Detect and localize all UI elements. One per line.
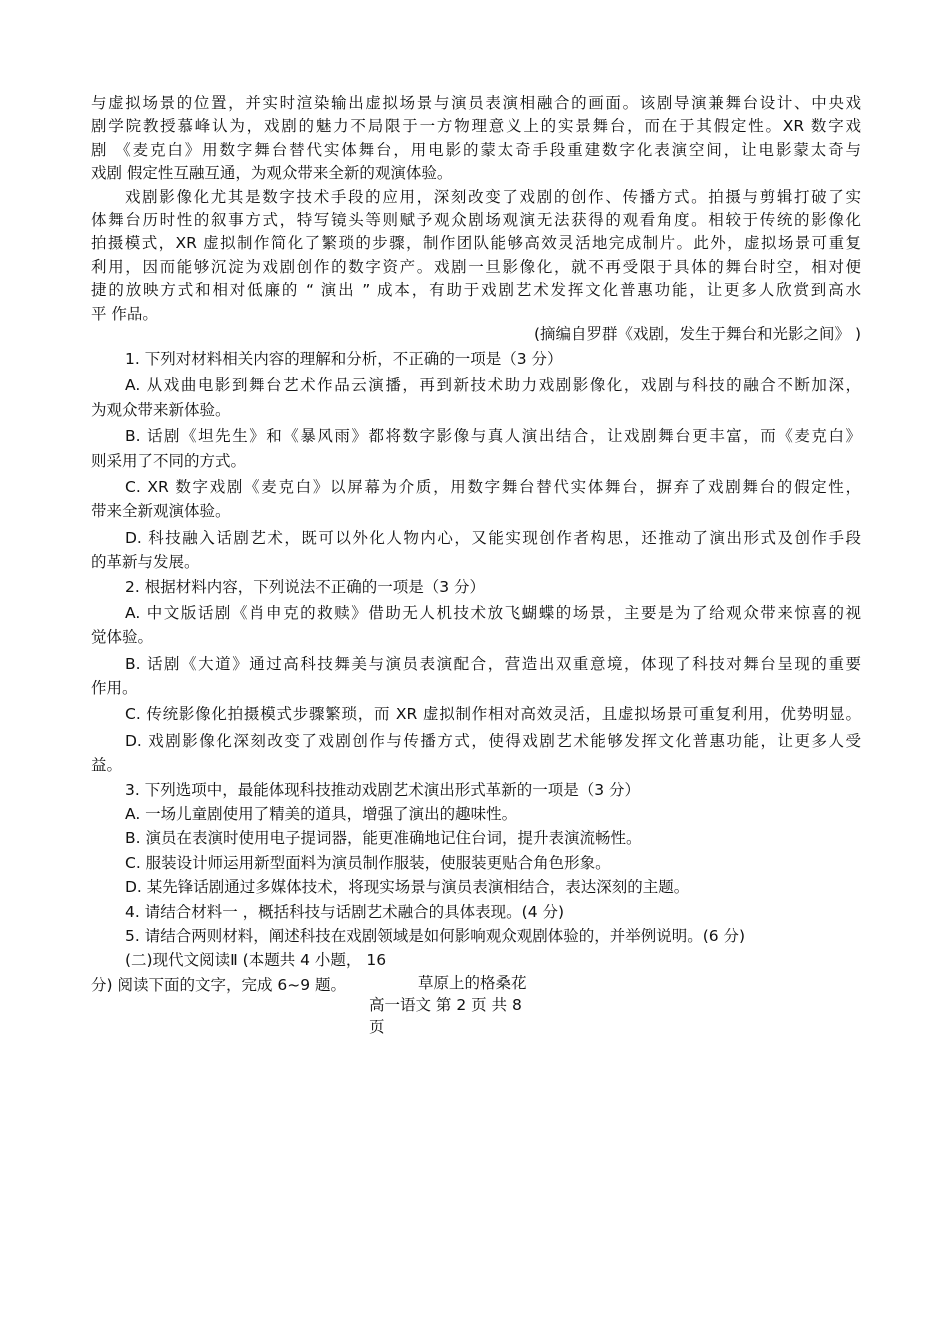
passage-line: 戏剧 假定性互融互通，为观众带来全新的观演体验。 bbox=[91, 164, 453, 183]
q1-option-b-cont: 则采用了不同的方式。 bbox=[91, 451, 247, 470]
q3-option-c: C. 服装设计师运用新型面料为演员制作服装，使服装更贴合角色形象。 bbox=[125, 853, 611, 872]
question-4: 4. 请结合材料一 ，概括科技与话剧艺术融合的具体表现。(4 分) bbox=[125, 902, 565, 921]
q2-option-a: A. 中文版话剧《肖申克的救赎》借助无人机技术放飞蝴蝶的场景，主要是为了给观众带来惊喜的视 bbox=[125, 603, 861, 622]
q1-option-a-cont: 为观众带来新体验。 bbox=[91, 400, 231, 419]
passage-line: 捷的放映方式和相对低廉的 “ 演出 ” 成本，有助于戏剧艺术发挥文化普惠功能，让更多人欣赏到高水 bbox=[91, 281, 861, 300]
q3-option-a: A. 一场儿童剧使用了精美的道具，增强了演出的趣味性。 bbox=[125, 805, 518, 824]
q2-option-d-cont: 益。 bbox=[91, 756, 123, 775]
q1-option-b: B. 话剧《坦先生》和《暴风雨》都将数字影像与真人演出结合，让戏剧舞台更丰富，而《麦克白》 bbox=[125, 427, 861, 446]
q1-option-c-cont: 带来全新观演体验。 bbox=[91, 502, 231, 521]
page-info: 高一语文 第 2 页 共 8 bbox=[369, 996, 522, 1014]
passage-line: 体舞台历时性的叙事方式，特写镜头等则赋予观众剧场观演无法获得的观看角度。相较于传统的影像化 bbox=[91, 210, 861, 229]
q1-option-c: C. XR 数字戏剧《麦克白》以屏幕为介质，用数字舞台替代实体舞台，摒弃了戏剧舞台的假定性， bbox=[125, 477, 861, 496]
question-3-stem: 3. 下列选项中，最能体现科技推动戏剧艺术演出形式革新的一项是（3 分） bbox=[125, 780, 641, 799]
passage-line: 剧学院教授慕峰认为，戏剧的魅力不局限于一方物理意义上的实景舞台，而在于其假定性。XR 数字戏 bbox=[91, 117, 861, 136]
question-1-stem: 1. 下列对材料相关内容的理解和分析，不正确的一项是（3 分） bbox=[125, 350, 563, 368]
passage-line: 剧 《麦克白》用数字舞台替代实体舞台，用电影的蒙太奇手段重建数字化表演空间，让电影蒙太奇与 bbox=[91, 140, 861, 159]
q2-option-d: D. 戏剧影像化深刻改变了戏剧创作与传播方式，使得戏剧艺术能够发挥文化普惠功能，让更多人受 bbox=[125, 731, 861, 750]
page-info-cont: 页 bbox=[369, 1018, 385, 1036]
source-citation: (摘编自罗群《戏剧，发生于舞台和光影之间》 ) bbox=[533, 325, 861, 343]
passage-line: 拍摄模式，XR 虚拟制作简化了繁琐的步骤，制作团队能够高效灵活地完成制片。此外，虚拟场景可重复 bbox=[91, 234, 861, 253]
section-heading: (二)现代文阅读Ⅱ (本题共 4 小题， 16 bbox=[125, 951, 387, 970]
q2-option-a-cont: 觉体验。 bbox=[91, 628, 154, 647]
question-2-stem: 2. 根据材料内容，下列说法不正确的一项是（3 分） bbox=[125, 577, 486, 596]
q2-option-b-cont: 作用。 bbox=[91, 679, 138, 698]
q2-option-b: B. 话剧《大道》通过高科技舞美与演员表演配合，营造出双重意境，体现了科技对舞台呈现的重要 bbox=[125, 654, 861, 673]
q1-option-d: D. 科技融入话剧艺术，既可以外化人物内心，又能实现创作者构思，还推动了演出形式及创作手段 bbox=[125, 528, 861, 547]
next-passage-title: 草原上的格桑花 bbox=[418, 974, 527, 992]
section-instruction: 分) 阅读下面的文字，完成 6~9 题。 bbox=[91, 975, 347, 994]
passage bbox=[91, 92, 861, 326]
passage-line: 利用，因而能够沉淀为戏剧创作的数字资产。戏剧一旦影像化，就不再受限于具体的舞台时空，相对便 bbox=[91, 257, 861, 276]
passage-line: 戏剧影像化尤其是数字技术手段的应用，深刻改变了戏剧的创作、传播方式。拍摄与剪辑打破了实 bbox=[125, 187, 861, 206]
q3-option-b: B. 演员在表演时使用电子提词器，能更准确地记住台词，提升表演流畅性。 bbox=[125, 829, 642, 848]
q1-option-a: A. 从戏曲电影到舞台艺术作品云演播，再到新技术助力戏剧影像化，戏剧与科技的融合不断加深， bbox=[125, 376, 861, 395]
q1-option-d-cont: 的革新与发展。 bbox=[91, 553, 200, 572]
passage-line: 与虚拟场景的位置，并实时渲染输出虚拟场景与演员表演相融合的画面。该剧导演兼舞台设计、中央戏 bbox=[91, 94, 861, 112]
passage-line: 平 作品。 bbox=[91, 304, 158, 323]
q3-option-d: D. 某先锋话剧通过多媒体技术，将现实场景与演员表演相结合，表达深刻的主题。 bbox=[125, 878, 690, 897]
questions bbox=[91, 347, 861, 997]
q2-option-c: C. 传统影像化拍摄模式步骤繁琐，而 XR 虚拟制作相对高效灵活，且虚拟场景可重复利用，优势明显。 bbox=[125, 705, 861, 724]
question-5: 5. 请结合两则材料，阐述科技在戏剧领域是如何影响观众观剧体验的，并举例说明。(6 分) bbox=[125, 926, 746, 945]
